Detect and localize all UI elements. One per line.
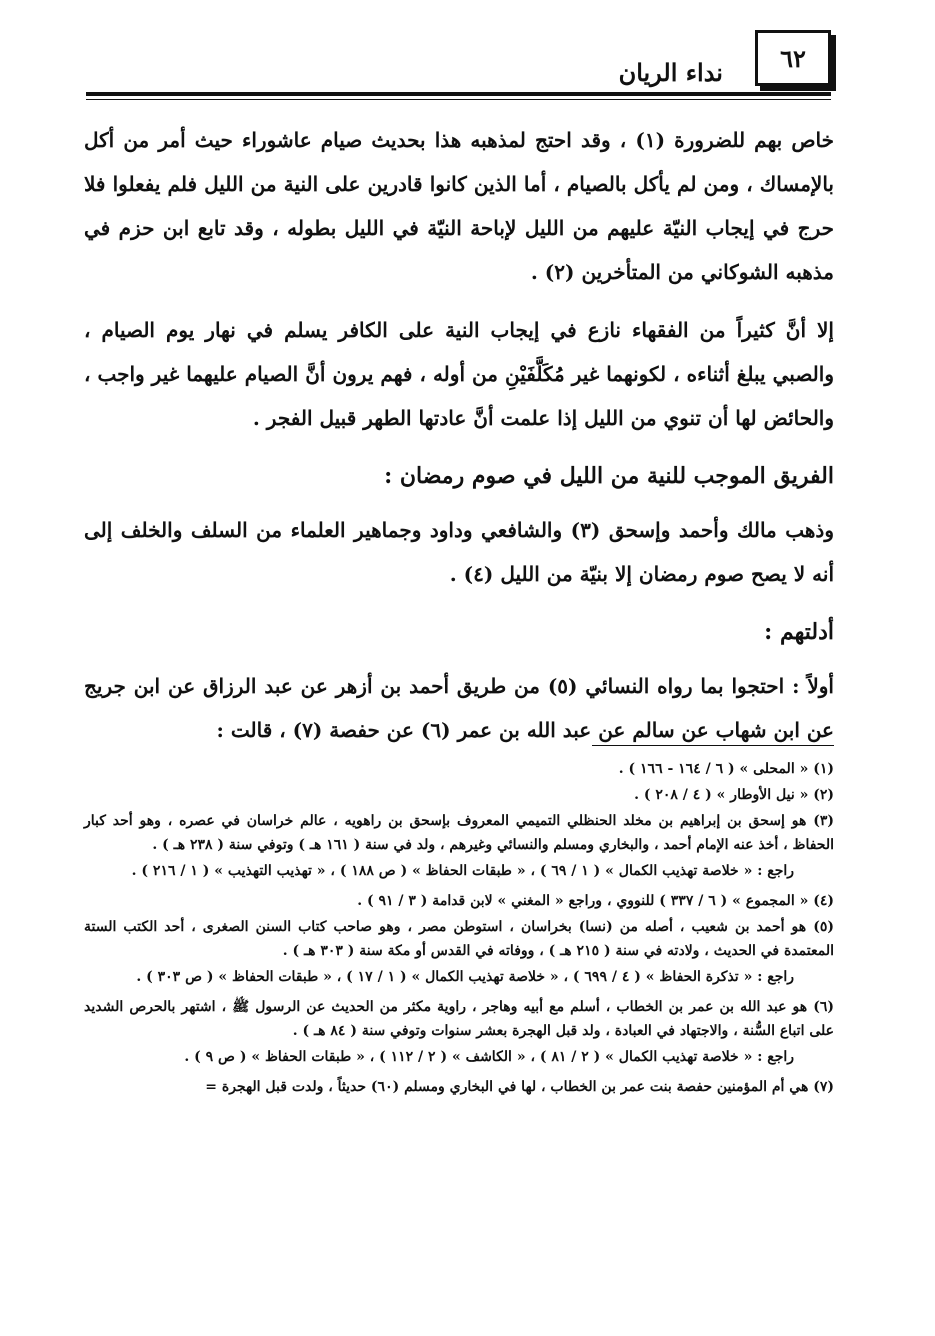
section-heading: الفريق الموجب للنية من الليل في صوم رمضان : <box>384 463 834 489</box>
footnote-7: (٧) هي أم المؤمنين حفصة بنت عمر بن الخطاب ، لها في البخاري ومسلم (٦٠) حديثاً ، ولدت قبل الهجرة = <box>205 1079 834 1095</box>
footnote-3-reference: راجع : « خلاصة تهذيب الكمال » ( ١ / ٦٩ ) ، « طبقات الحفاظ » ( ص ١٨٨ ) ، « تهذيب التهذيب » ( ١ / ٢١٦ ) . <box>131 863 794 879</box>
footnote-1: (١) « المحلى » ( ٦ / ١٦٤ - ١٦٦ ) . <box>618 761 834 777</box>
footnote-3: (٣) هو إسحق بن إبراهيم بن مخلد الحنظلي التميمي المعروف بإسحق بن راهويه ، عالم خراسان في عصره ، وهو أحد كبار الحفاظ ، أخذ عنه الإمام أحمد ، والبخاري ومسلم والنسائي وغيرهم ، ولد في سنة ( ١٦١ هـ ) وتوفي سنة ( ٢٣٨ هـ ) . <box>84 813 834 853</box>
header-rule-thin <box>86 99 831 100</box>
header-rule <box>86 92 831 96</box>
paragraph-1: خاص بهم للضرورة (١) ، وقد احتج لمذهبه هذا بحديث صيام عاشوراء حيث أمر من أكل بالإمساك ، ومن لم يأكل بالصيام ، أما الذين كانوا قادرين على النية من الليل فلم يفعلوا فلا حرج في إيجاب النيّة عليهم من الليل لإباحة النيّة في الليل بطوله ، وقد تابع ابن حزم في مذهبه الشوكاني من المتأخرين (٢) . <box>84 128 834 284</box>
page-header <box>86 30 831 102</box>
footnote-6-reference: راجع : « خلاصة تهذيب الكمال » ( ٢ / ٨١ ) ، « الكاشف » ( ٢ / ١١٢ ) ، « طبقات الحفاظ » ( ص ٩ ) . <box>184 1049 794 1065</box>
page-number: ٦٢ <box>780 43 806 73</box>
footnote-4: (٤) « المجموع » ( ٦ / ٣٣٧ ) للنووي ، وراجع « المغني » لابن قدامة ( ٣ / ٩١ ) . <box>357 893 834 909</box>
footnote-6: (٦) هو عبد الله بن عمر بن الخطاب ، أسلم مع أبيه وهاجر ، راوية مكثر من الحديث عن الرسول ﷺ ، اشتهر بالحرص الشديد على اتباع السُّنة ، والاجتهاد في العبادة ، ولد قبل الهجرة بعشر سنوات وتوفي سنة ( ٨٤ هـ ) . <box>84 999 834 1039</box>
footnote-divider <box>592 745 834 746</box>
paragraph-4: أولاً : احتجوا بما رواه النسائي (٥) من طريق أحمد بن أزهر عن عبد الرزاق عن ابن جريج عن ابن شهاب عن سالم عن عبد الله بن عمر (٦) عن حفصة (٧) ، قالت : <box>84 674 834 742</box>
footnote-5-reference: راجع : « تذكرة الحفاظ » ( ٤ / ٦٩٩ ) ، « خلاصة تهذيب الكمال » ( ١ / ١٧ ) ، « طبقات الحفاظ » ( ص ٣٠٣ ) . <box>136 969 794 985</box>
page-number-box <box>755 30 831 86</box>
running-title: نداء الريان <box>618 58 723 87</box>
subsection-heading: أدلتهم : <box>764 619 834 645</box>
footnotes <box>84 757 834 1101</box>
paragraph-2: إلا أنَّ كثيراً من الفقهاء نازع في إيجاب النية على الكافر يسلم في نهار يوم الصيام ، والصبي يبلغ أثناءه ، لكونهما غير مُكَلَّفَيْنِ من أوله ، فهم يرون أنَّ الصيام عليهما غير واجب ، والحائض لها أن تنوي من الليل إذا علمت أنَّ عادتها الطهر قبيل الفجر . <box>84 318 834 430</box>
footnote-5: (٥) هو أحمد بن شعيب ، أصله من (نسا) بخراسان ، استوطن مصر ، وهو صاحب كتاب السنن الصغرى ، أحد الكتب الستة المعتمدة في الحديث ، ولادته في سنة ( ٢١٥ هـ ) ، ووفاته في القدس أو مكة سنة ( ٣٠٣ هـ ) . <box>84 919 834 959</box>
paragraph-3: وذهب مالك وأحمد وإسحق (٣) والشافعي وداود وجماهير العلماء من السلف والخلف إلى أنه لا يصح صوم رمضان إلا بنيّة من الليل (٤) . <box>84 518 834 586</box>
main-text <box>84 118 834 766</box>
footnote-2: (٢) « نيل الأوطار » ( ٤ / ٢٠٨ ) . <box>634 787 834 803</box>
